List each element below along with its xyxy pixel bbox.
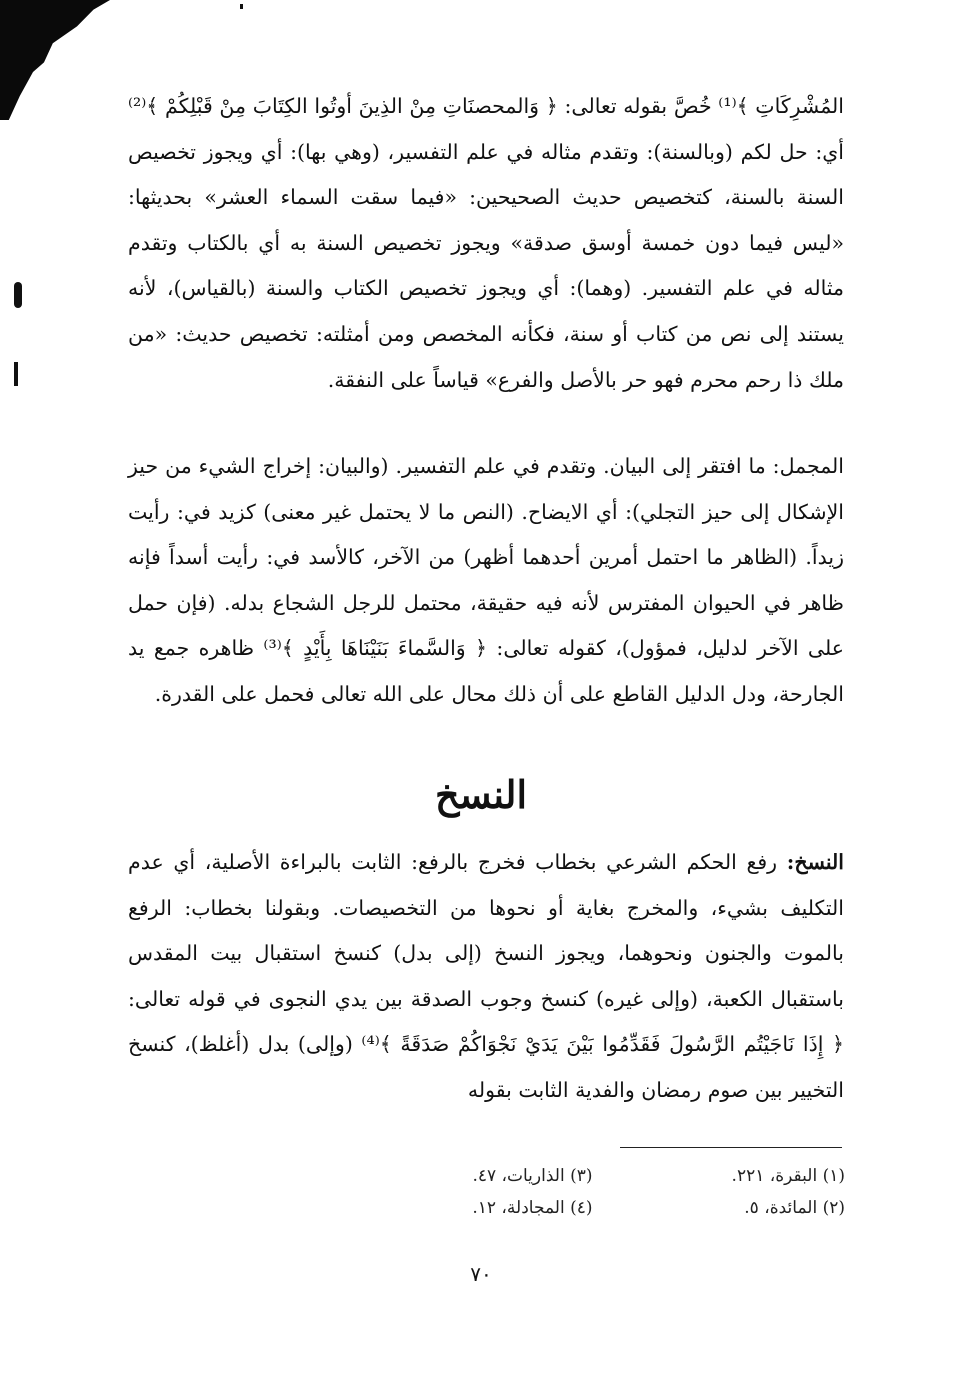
margin-mark bbox=[14, 362, 18, 386]
footnote-3: (٣) الذاريات، ٤٧. bbox=[472, 1166, 593, 1186]
margin-mark bbox=[14, 282, 22, 308]
paragraph-mujmal bbox=[128, 444, 844, 718]
torn-corner-shadow bbox=[0, 0, 110, 120]
section-heading: النسخ bbox=[434, 772, 528, 817]
mujmal-text: المجمل: ما افتقر إلى البيان. وتقدم في علم التفسير. (والبيان: إخراج الشيء من حيز الإشكال إلى حيز التجلي): أي الايضاح. (النص ما لا يحتمل غير معنى) كزيد في: رأيت زيداً. (الظاهر ما احتمل أمرين أحدهما أظهر) من الآخر، كالأسد في: رأيت أسداً فإنه ظاهر في الحيوان المفترس لأنه فيه حقيقة، محتمل للرجل الشجاع بدله. (فإن حمل على الآخر لدليل، فمؤول)، كقوله تعالى: ﴿ وَالسَّماءَ بَنَيْنَاهَا بِأَيْدٍ ﴾⁽³⁾ ظاهره جمع يد الجارحة، ودل الدليل القاطع على أن ذلك محال على الله تعالى فحمل على القدرة. bbox=[128, 454, 844, 706]
naskh-text: رفع الحكم الشرعي بخطاب فخرج بالرفع: الثابت بالبراءة الأصلية، أي عدم التكليف بشيء، والمخرج بغاية أو نحوها من التخصيصات. وبقولنا بخطاب: الرفع بالموت والجنون ونحوهما، ويجوز النسخ (إلى بدل) كنسخ استقبال بيت المقدس باستقبال الكعبة، (وإلى غيره) كنسخ وجوب الصدقة بين يدي النجوى في قوله تعالى: ﴿ إِذَا نَاجَيْتُم الرَّسُولَ فَقَدِّمُوا بَيْنَ يَدَيْ نَجْوَاكُمْ صَدَقَةً ﴾⁽⁴⁾ (وإلى) بدل (أغلظ)، كنسخ التخيير بين صوم رمضان والفدية الثابت بقوله bbox=[128, 850, 845, 1102]
margin-mark bbox=[240, 4, 243, 9]
footnotes bbox=[340, 1163, 845, 1221]
term-naskh: النسخ: bbox=[786, 850, 844, 874]
footnote-4: (٤) المجادلة، ١٢. bbox=[472, 1198, 593, 1218]
page-number: ٧٠ bbox=[470, 1262, 492, 1286]
footnote-2: (٢) المائدة، ٥. bbox=[744, 1198, 845, 1218]
paragraph-naskh bbox=[128, 840, 844, 1114]
paragraph-specification: المُشْرِكَاتِ ﴾⁽¹⁾ خُصَّ بقوله تعالى: ﴿ وَالمحصنَاتِ مِنْ الذِينَ أوتُوا الكِتَابَ مِنْ قَبْلِكُمْ ﴾⁽²⁾ أي: حل لكم (وبالسنة): وتقدم مثاله في علم التفسير، (وهي بها): أي ويجوز تخصيص السنة بالسنة، كتخصيص حديث الصحيحين: «فيما سقت السماء العشر» بحديثها: «ليس فيما دون خمسة أوسق صدقة» ويجوز تخصيص السنة به أي بالكتاب وتقدم مثاله في علم التفسير. (وهما): أي ويجوز تخصيص الكتاب والسنة (بالقياس)، لأنه يستند إلى نص من كتاب أو سنة، فكأنه المخصص ومن أمثلته: تخصيص حديث: «من ملك ذا رحم محرم فهو حر بالأصل والفرع» قياساً على النفقة. bbox=[128, 94, 844, 392]
footnote-1: (١) البقرة، ٢٢١. bbox=[731, 1166, 845, 1186]
footnote-divider bbox=[620, 1147, 842, 1148]
